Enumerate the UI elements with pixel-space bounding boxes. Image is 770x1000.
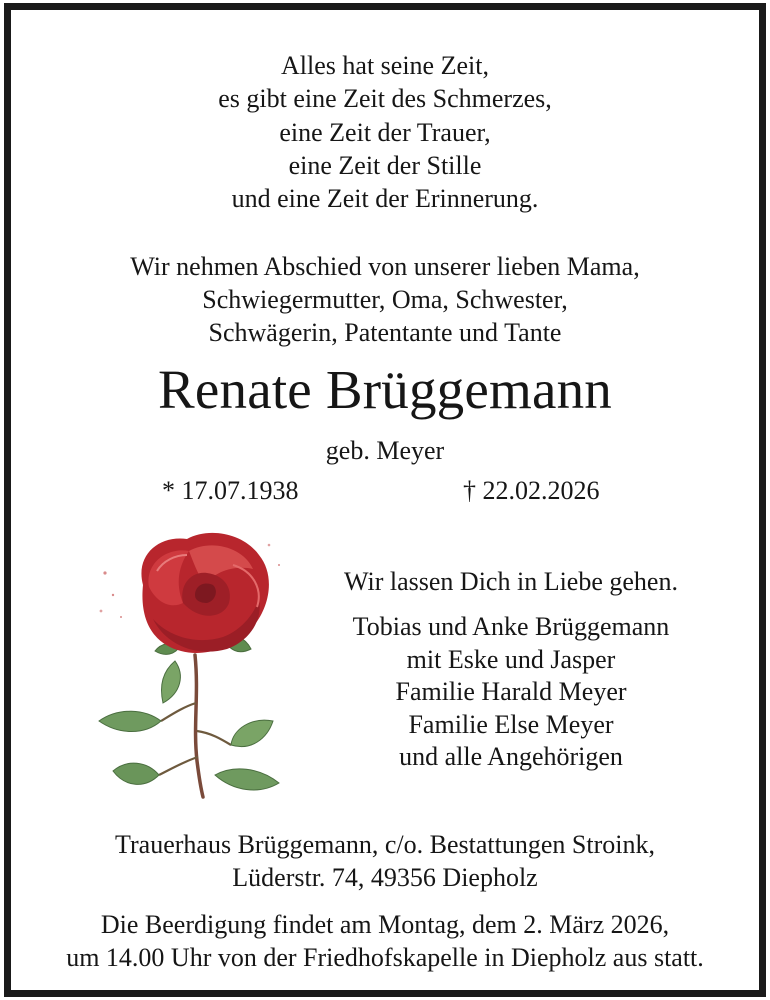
poem-line: und eine Zeit der Erinnerung. [231,184,539,214]
red-rose-icon [83,525,293,805]
poem-line: eine Zeit der Stille [288,150,482,180]
farewell-intro [11,250,759,349]
intro-line: Schwiegermutter, Oma, Schwester, [202,285,568,314]
mourning-house-address [11,828,759,894]
mourner-line: mit Eske und Jasper [406,644,616,674]
death-date: † 22.02.2026 [463,476,600,505]
mourners-list [313,611,709,774]
mourner-line: Familie Harald Meyer [395,677,627,706]
mourner-line: Familie Else Meyer [408,709,614,739]
farewell-line: Wir lassen Dich in Liebe gehen. [344,567,678,596]
poem-line: Alles hat seine Zeit, [281,51,489,80]
mourner-line: und alle Angehörigen [399,742,623,771]
poem [11,49,759,215]
address-line: Lüderstr. 74, 49356 Diepholz [232,863,538,892]
address-line: Trauerhaus Brüggemann, c/o. Bestattungen Stroink, [115,830,655,859]
poem-line: eine Zeit der Trauer, [279,117,491,147]
mourner-line: Tobias und Anke Brüggemann [352,612,670,641]
maiden-name: geb. Meyer [325,436,445,465]
funeral-line: um 14.00 Uhr von der Friedhofskapelle in Diepholz aus statt. [66,943,704,972]
birth-date: * 17.07.1938 [162,476,299,505]
poem-line: es gibt eine Zeit des Schmerzes, [218,84,552,114]
intro-line: Schwägerin, Patentante und Tante [208,318,562,347]
obituary-notice [4,3,766,997]
deceased-name: Renate Brüggemann [158,359,612,420]
funeral-details [11,908,759,974]
intro-line: Wir nehmen Abschied von unserer lieben Mama, [130,252,640,281]
funeral-line: Die Beerdigung findet am Montag, dem 2. März 2026, [100,910,670,939]
